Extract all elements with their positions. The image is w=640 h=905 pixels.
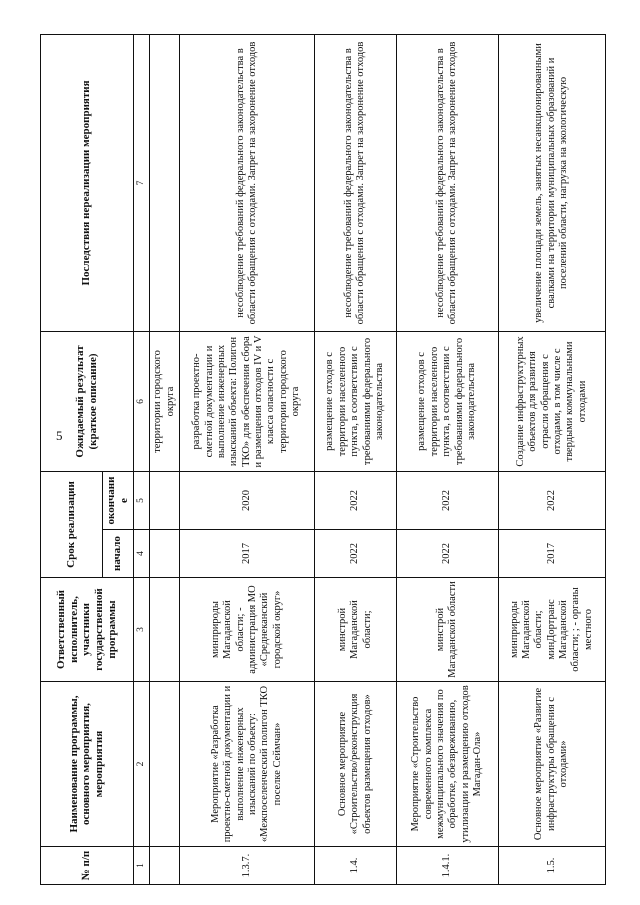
cell-name: Основное мероприятие «Развитие инфраструктуры обращения с отходами» (498, 682, 605, 847)
cell-executor: минстрой Магаданской области (396, 578, 498, 682)
table-row (314, 34, 396, 884)
cell-result: территории городского округа (150, 331, 180, 471)
cell-number: 1.4.1. (396, 847, 498, 885)
header-result: Ожидаемый результат (краткое описание) (41, 331, 134, 471)
header-end: окончание (103, 471, 134, 529)
header-executor: Ответственный исполнитель, участники государственной программы (41, 578, 134, 682)
cell-consequence: увеличение площади земель, занятых несанкционированными свалками на территории муниципальных образований и поселений области, нагрузка на экологическую (498, 34, 605, 331)
cell-consequence: несоблюдение требований федерального законодательства в области обращения с отходами. Запрет на захоронение отходов (179, 34, 314, 331)
cell-number: 1.3.7. (179, 847, 314, 885)
cell-end: 2020 (179, 471, 314, 529)
cell-result: размещение отходов с территории населенного пункта, в соответствии с требованиями федерального законодательства (396, 331, 498, 471)
column-number: 7 (133, 34, 149, 331)
table-row (498, 34, 605, 884)
rotated-table-page (40, 35, 594, 885)
cell-start: 2022 (396, 530, 498, 578)
header-start: начало (103, 530, 134, 578)
cell-consequence: несоблюдение требований федерального законодательства в области обращения с отходами. Запрет на захоронение отходов (314, 34, 396, 331)
table-row (396, 34, 498, 884)
column-number: 5 (133, 471, 149, 529)
header-row (41, 34, 103, 884)
table-row-continuation (150, 34, 180, 884)
column-number: 3 (133, 578, 149, 682)
cell-name: Мероприятие «Разработка проектно-сметной документации и выполнение инженерных изысканий по объекту: «Межпоселенческий полигон ТКО поселке Сеймчан» (179, 682, 314, 847)
cell-result: Создание инфраструктурных объектов для развития отрасли обращения с отходами, в том числе с твердыми коммунальными отходами (498, 331, 605, 471)
header-name: Наименование программы, основного мероприятия, мероприятия (41, 682, 134, 847)
cell-name: Основное мероприятие «Строительство/реконструкция объектов размещения отходов» (314, 682, 396, 847)
cell-result: разработка проектно-сметной документации и выполнение инженерных изысканий объекта: Полигон ТКО» для обеспечения сбора и размещения отходов IV и V класса опасности с территории городского округа (179, 331, 314, 471)
cell-result: размещение отходов с территории населенного пункта, в соответствии с требованиями федерального законодательства (314, 331, 396, 471)
cell-end: 2022 (314, 471, 396, 529)
column-number: 4 (133, 530, 149, 578)
column-numbers-row (133, 34, 149, 884)
cell-executor: минстрой Магаданской области; (314, 578, 396, 682)
header-consequence: Последствия нереализации мероприятия (41, 34, 134, 331)
program-table (40, 34, 606, 885)
column-number: 6 (133, 331, 149, 471)
column-number: 1 (133, 847, 149, 885)
cell-start: 2017 (179, 530, 314, 578)
table-row (179, 34, 314, 884)
cell-start: 2017 (498, 530, 605, 578)
cell-start: 2022 (314, 530, 396, 578)
cell-consequence: несоблюдение требований федерального законодательства в области обращения с отходами. Запрет на захоронение отходов (396, 34, 498, 331)
header-term: Срок реализации (41, 471, 103, 577)
cell-number: 1.4. (314, 847, 396, 885)
column-number: 2 (133, 682, 149, 847)
header-number: № п/п (41, 847, 134, 885)
page-number: 5 (56, 428, 63, 443)
cell-end: 2022 (498, 471, 605, 529)
cell-executor: минприроды Магаданской области; минДортранс Магаданской области; ; - органы местного (498, 578, 605, 682)
cell-number: 1.5. (498, 847, 605, 885)
cell-name: Мероприятие «Строительство современного комплекса межмуниципального значения по обработке, обезвреживанию, утилизации и размещению отходов Магадан-Ола» (396, 682, 498, 847)
cell-end: 2022 (396, 471, 498, 529)
cell-executor: минприроды Магаданской области; - администрация МО «Среднеканский городской округ» (179, 578, 314, 682)
